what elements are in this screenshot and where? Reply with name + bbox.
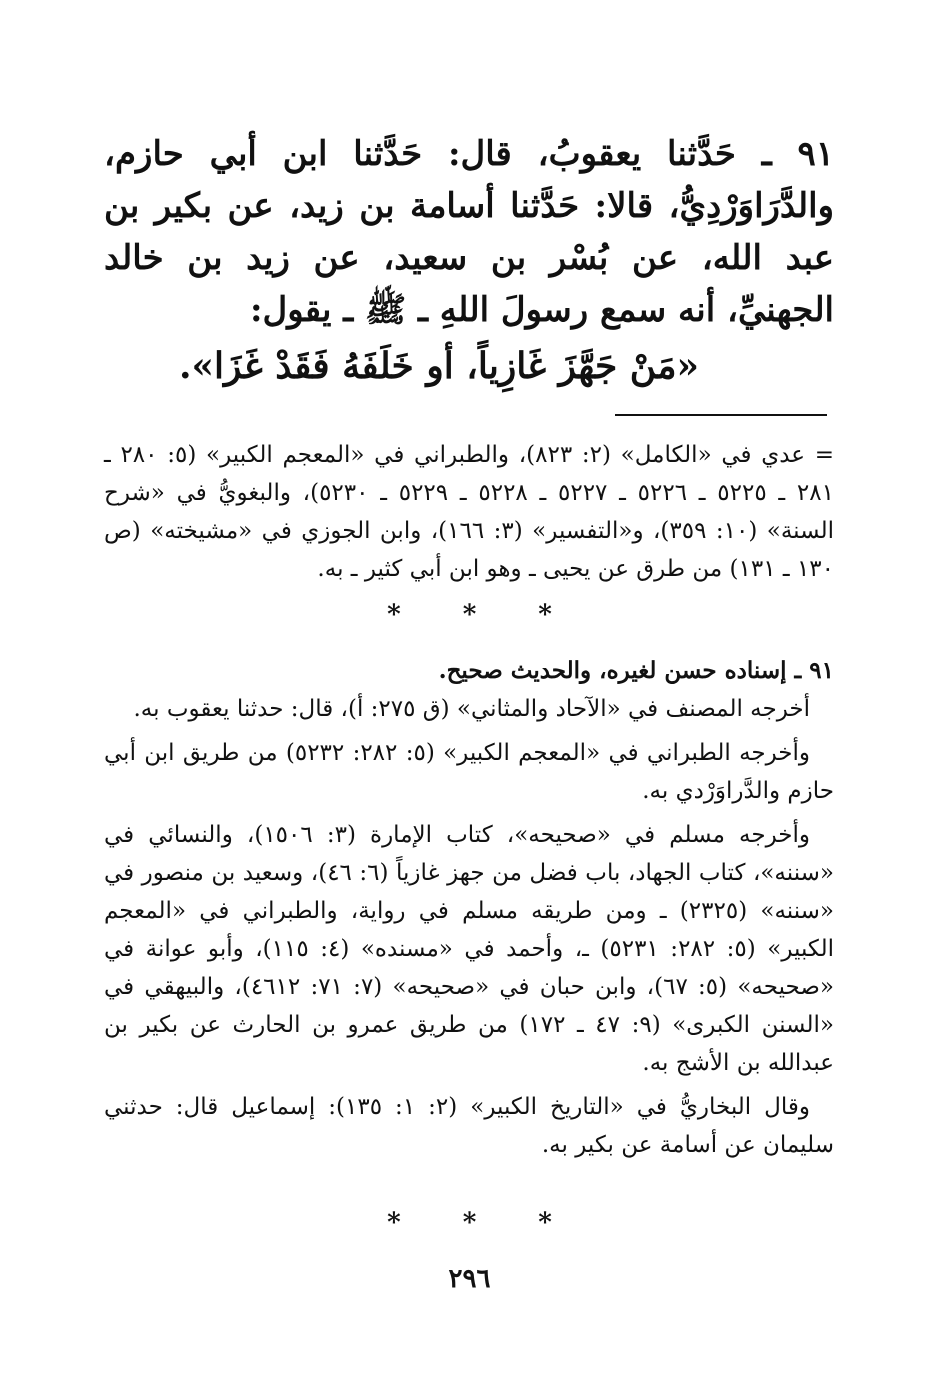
separator-star: * [538,600,552,630]
separator-star: * [387,600,401,630]
footnote-paragraph: وقال البخاريُّ في «التاريخ الكبير» (٢: ١: ١٣٥): إسماعيل قال: حدثني سليمان عن أسامة عن بكير به. [104,1094,834,1158]
footnote-continuation [104,436,834,588]
separator-star: * [538,1208,552,1238]
main-text-block [104,128,834,394]
footnote-paragraph: أخرجه المصنف في «الآحاد والمثاني» (ق ٢٧٥: أ)، قال: حدثنا يعقوب به. [133,696,810,722]
footnote-paragraph: وأخرجه الطبراني في «المعجم الكبير» (٥: ٢٨٢: ٥٢٣٢) من طريق ابن أبي حازم والدَّراوَرْدي به. [104,740,834,804]
page-number: ٢٩٦ [448,1264,491,1294]
footnote-paragraph: وأخرجه مسلم في «صحيحه»، كتاب الإمارة (٣: ١٥٠٦)، والنسائي في «سننه»، كتاب الجهاد، باب فضل من جهز غازياً (٦: ٤٦)، وسعيد بن منصور في «سننه» (٢٣٢٥) ـ ومن طريقه مسلم في رواية، والطبراني في «المعجم الكبير» (٥: ٢٨٢: ٥٢٣١) ـ، وأحمد في «مسنده» (٤: ١١٥)، وأبو عوانة في «صحيحه» (٥: ٦٧)، وابن حبان في «صحيحه» (٧: ٧١: ٤٦١٢)، والبيهقي في «السنن الكبرى» (٩: ٤٧ ـ ١٧٢) من طريق عمرو بن الحارث عن بكير بن عبدالله بن الأشج به. [104,822,835,1076]
end-separator-stars [0,1208,939,1238]
hadith-text: «مَنْ جَهَّزَ غَازِياً، أو خَلَفَهُ فَقَدْ غَزَا». [179,345,699,387]
separator-star: * [387,1208,401,1238]
separator-star: * [462,600,477,630]
hadith-narration: ٩١ ـ حَدَّثنا يعقوبُ، قال: حَدَّثنا ابن أبي حازم، والدَّرَاوَرْدِيُّ، قالا: حَدَّثنا أسامة بن زيد، عن بكير بن عبد الله، عن بُسْر بن سعيد، عن زيد بن خالد الجهنيِّ، أنه سمع رسولَ اللهِ ـ ﷺ ـ يقول: [104,134,834,330]
separator-stars [0,600,939,630]
separator-star: * [462,1208,477,1238]
footnote-continuation-text: = عدي في «الكامل» (٢: ٨٢٣)، والطبراني في «المعجم الكبير» (٥: ٢٨٠ ـ ٢٨١ ـ ٥٢٢٥ ـ ٥٢٢٦ ـ ٥٢٢٧ ـ ٥٢٢٨ ـ ٥٢٢٩ ـ ٥٢٣٠)، والبغويُّ في «شرح السنة» (١٠: ٣٥٩)، و«التفسير» (٣: ١٦٦)، وابن الجوزي في «مشيخته» (ص ١٣٠ ـ ١٣١) من طرق عن يحيى ـ وهو ابن أبي كثير ـ به. [104,442,835,582]
footnote-separator-line [615,414,827,416]
footnote-91 [104,652,834,1164]
footnote-heading: ٩١ ـ إسناده حسن لغيره، والحديث صحيح. [438,657,834,684]
